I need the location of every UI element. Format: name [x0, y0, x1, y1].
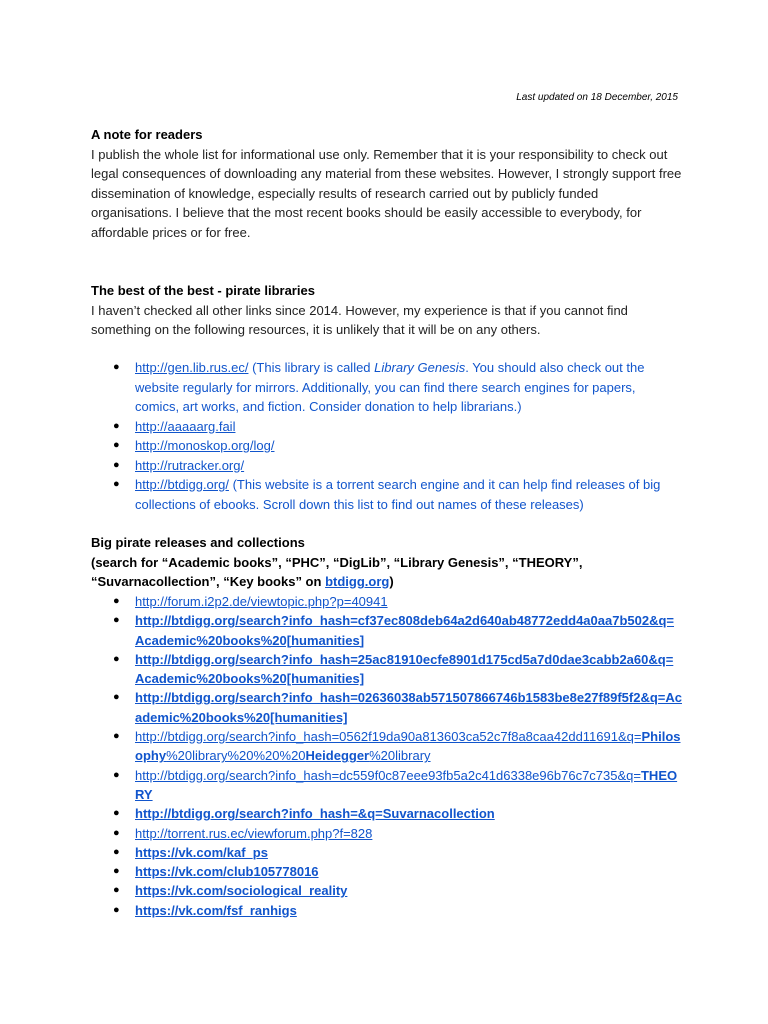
note-section [91, 125, 682, 242]
list-item [91, 901, 682, 920]
list-item [91, 688, 682, 727]
vk-sociological-link[interactable]: https://vk.com/sociological_reality [135, 883, 348, 899]
releases-section [91, 533, 682, 592]
bullet-icon: ● [113, 652, 120, 665]
btdigg-philosophy-link[interactable] [135, 729, 681, 763]
bullet-icon: ● [113, 884, 120, 897]
list-item [91, 766, 682, 805]
btdigg-academic-link-2[interactable]: http://btdigg.org/search?info_hash=25ac81910ecfe8901d175cd5a7d0dae3cabb2a60&q=Academic%20books%20[humanities] [135, 651, 674, 687]
vk-club-link[interactable]: https://vk.com/club105778016 [135, 864, 319, 880]
bullet-icon: ● [113, 903, 120, 916]
bullet-icon: ● [113, 478, 120, 490]
btdigg-suvarna-link[interactable]: http://btdigg.org/search?info_hash=&q=Suvarnacollection [135, 806, 495, 822]
aaaaarg-link[interactable]: http://aaaaarg.fail [135, 418, 236, 434]
link-part: %20library [369, 748, 431, 764]
bullet-icon: ● [113, 614, 120, 627]
bullet-icon: ● [113, 768, 120, 781]
item-note: (This website is a torrent search engine and it can help find releases of big collections of ebooks. Scroll down this list to find out names of these releases) [135, 477, 661, 512]
last-updated: Last updated on 18 December, 2015 [516, 92, 678, 103]
list-item [91, 824, 682, 843]
bullet-icon: ● [113, 419, 120, 432]
list-item [91, 727, 682, 766]
releases-list-section [91, 592, 682, 920]
vk-kaf-ps-link[interactable]: https://vk.com/kaf_ps [135, 844, 268, 860]
list-item [91, 358, 682, 417]
list-item [91, 417, 682, 437]
item-note-emphasis: Library Genesis [374, 360, 466, 375]
list-item [91, 456, 682, 476]
list-item [91, 862, 682, 881]
best-list-section [91, 358, 682, 514]
btdigg-academic-link-1[interactable]: http://btdigg.org/search?info_hash=cf37ec808deb64a2d640ab48772edd4a0aa7b502&q=Academic%20books%20[humanities] [135, 613, 675, 648]
best-section [91, 281, 682, 340]
bullet-icon: ● [113, 458, 120, 471]
list-item [91, 650, 682, 689]
bullet-icon: ● [113, 439, 120, 451]
torrent-rus-link[interactable]: http://torrent.rus.ec/viewforum.php?f=828 [135, 825, 373, 841]
bullet-icon: ● [113, 595, 120, 607]
link-part: %20library%20%20%20 [166, 748, 306, 764]
bullet-icon: ● [113, 807, 120, 820]
best-body: I haven’t checked all other links since 2014. However, my experience is that if you cannot find something on the following resources, it is unlikely that it will be on any others. [91, 302, 628, 337]
item-note: (This library is called [248, 360, 375, 375]
link-part: http://btdigg.org/search?info_hash=dc559f0c87eee93fb5a2c41d6338e96b76c7c735&q= [135, 767, 641, 783]
item-note: . You should also check out the website regularly for mirrors. Additionally, you can find there search engines for papers, comics, art works, and fiction. Consider donation to help librarians.) [135, 360, 645, 414]
library-genesis-link[interactable]: http://gen.lib.rus.ec/ [135, 360, 249, 375]
vk-fsf-link[interactable]: https://vk.com/fsf_ranhigs [135, 902, 297, 918]
releases-subheading-end: ) [389, 574, 394, 589]
forum-i2p2-link[interactable]: http://forum.i2p2.de/viewtopic.php?p=40941 [135, 594, 388, 609]
list-item [91, 611, 682, 650]
link-part: http://btdigg.org/search?info_hash=0562f19da90a813603ca52c7f8a8caa42dd11691&q= [135, 729, 642, 745]
releases-heading: Big pirate releases and collections [91, 535, 305, 550]
note-body: I publish the whole list for informational use only. Remember that it is your responsibility to check out legal consequences of downloading any material from these websites. However, I strongly support free dissemination of knowledge, especially results of research carried out by publicly funded organisations. I believe that the most recent books should be easily accessible to everybody, for affordable prices or for free. [91, 146, 682, 240]
list-item [91, 436, 682, 456]
rutracker-link[interactable]: http://rutracker.org/ [135, 457, 245, 473]
releases-subheading-text: (search for “Academic books”, “PHC”, “DigLib”, “Library Genesis”, “THEORY”, “Suvarnacollection”, “Key books” on [91, 554, 583, 589]
list-item [91, 804, 682, 823]
bullet-icon: ● [113, 730, 120, 743]
list-item [91, 843, 682, 862]
releases-list [91, 592, 682, 920]
list-item [91, 881, 682, 900]
btdigg-subheading-link[interactable]: btdigg.org [325, 574, 390, 589]
bullet-icon: ● [113, 361, 120, 373]
list-item [91, 475, 682, 514]
bullet-icon: ● [113, 865, 120, 878]
list-item [91, 592, 682, 611]
best-heading: The best of the best - pirate libraries [91, 283, 315, 298]
best-list [91, 358, 682, 514]
bullet-icon: ● [113, 826, 120, 839]
link-part-bold: Philosophy [135, 729, 681, 764]
btdigg-theory-link[interactable] [135, 768, 677, 802]
bullet-icon: ● [113, 691, 120, 704]
monoskop-link[interactable]: http://monoskop.org/log/ [135, 438, 275, 453]
link-part-bold: THEORY [135, 767, 678, 802]
btdigg-academic-link-3[interactable]: http://btdigg.org/search?info_hash=02636038ab571507866746b1583be8e27f89f5f2&q=Academic%20books%20[humanities] [135, 690, 682, 725]
note-heading: A note for readers [91, 127, 203, 142]
btdigg-link[interactable]: http://btdigg.org/ [135, 477, 229, 492]
bullet-icon: ● [113, 845, 120, 858]
releases-subheading [91, 553, 682, 592]
link-part-bold: Heidegger [305, 748, 370, 764]
